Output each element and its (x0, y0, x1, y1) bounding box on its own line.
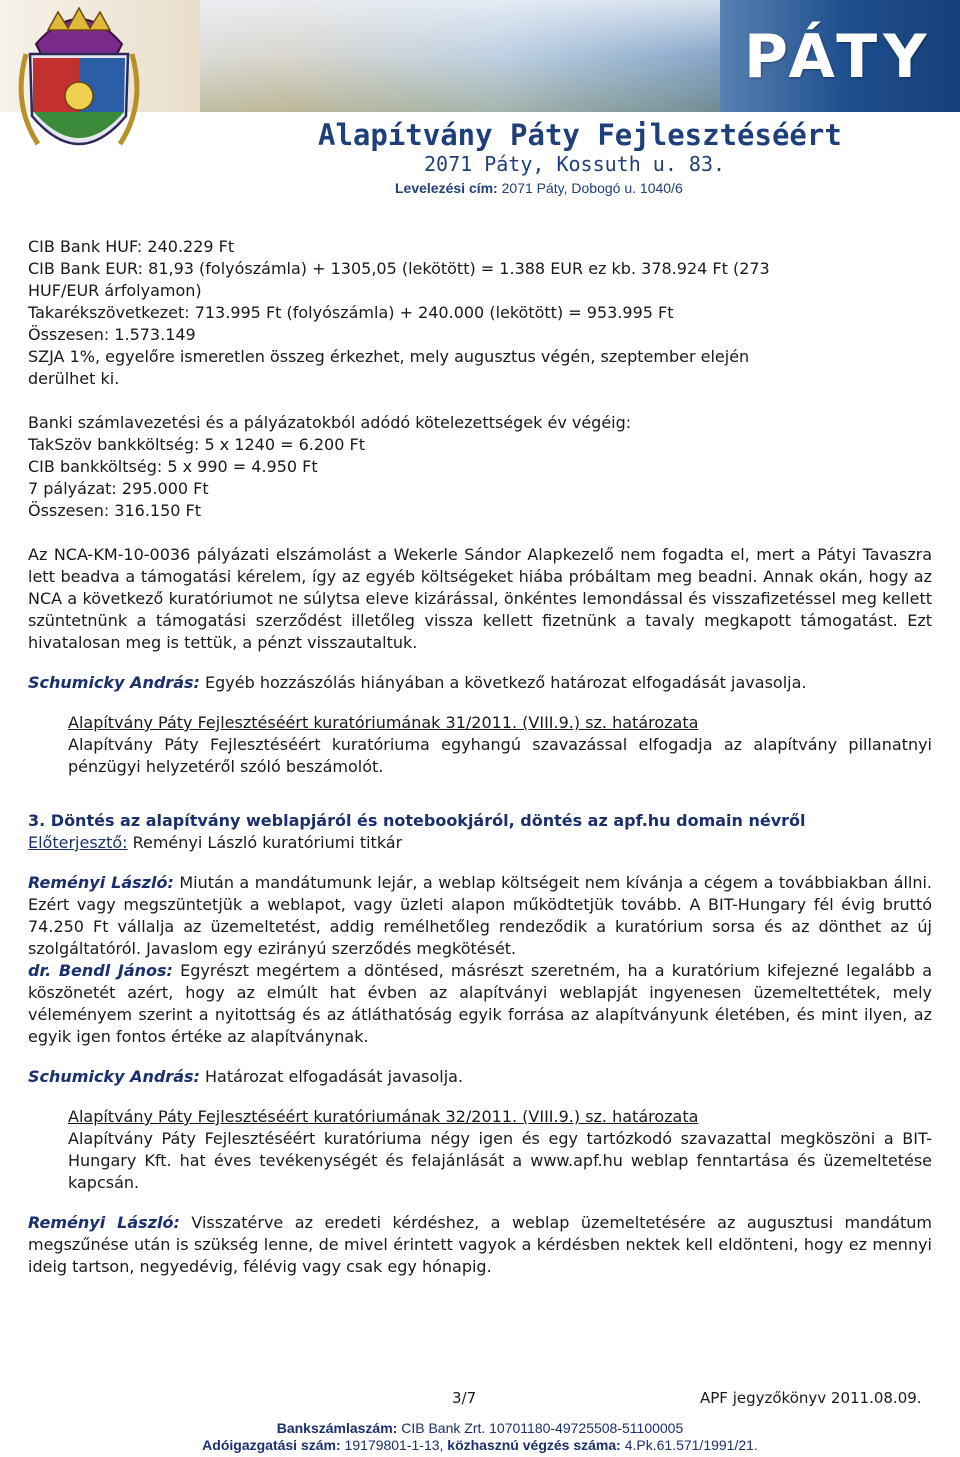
obligations-line: TakSzöv bankköltség: 5 x 1240 = 6.200 Ft (28, 435, 365, 454)
bank-value: CIB Bank Zrt. 10701180-49725508-51100005 (397, 1420, 684, 1436)
remark-remenyi-1 (28, 872, 932, 960)
obligations-list (28, 412, 932, 522)
finance-line: derülhet ki. (28, 369, 120, 388)
resolution-text: Alapítvány Páty Fejlesztéséért kuratóriuma egyhangú szavazással elfogadja az alapítvány pillanatnyi pénzügyi helyzetéről szóló beszámolót. (68, 735, 932, 776)
obligations-line: Banki számlavezetési és a pályázatokból adódó kötelezettségek év végéig: (28, 413, 632, 432)
finance-summary (28, 236, 932, 390)
resolution-31 (68, 712, 932, 778)
public-benefit-value: 4.Pk.61.571/1991/21. (620, 1437, 758, 1453)
organization-title: Alapítvány Páty Fejlesztéséért (318, 118, 842, 152)
document-body (28, 236, 932, 1278)
finance-line: CIB Bank EUR: 81,93 (folyószámla) + 1305,05 (lekötött) = 1.388 EUR ez kb. 378.924 Ft (273 (28, 259, 770, 278)
finance-line: SZJA 1%, egyelőre ismeretlen összeg érkezhet, mely augusztus végén, szeptember elején (28, 347, 750, 366)
resolution-title: Alapítvány Páty Fejlesztéséért kuratóriumának 31/2011. (VIII.9.) sz. határozata (68, 713, 699, 732)
public-benefit-label: közhasznú végzés száma: (447, 1437, 621, 1453)
footer-bank-account (0, 1420, 960, 1436)
remark-schumicky-1 (28, 672, 932, 694)
mailing-address-label: Levelezési cím: (395, 180, 498, 196)
remark-text: Egyrészt megértem a döntésed, másrészt szeretném, ha a kuratórium kifejezné legalább a köszönetét azért, hogy az elmúlt hat évben az alapítványi weblapját ingyenesen üzemeltettétek, mely véleményem szerint a nyitottság és az átláthatóság egyik forrása az alapítványunk életében, és mint ilyen, az egyik igen fontos értéke az alapítványnak. (28, 961, 932, 1046)
page-number: 3/7 (452, 1389, 477, 1407)
resolution-text: Alapítvány Páty Fejlesztéséért kuratóriuma négy igen és egy tartózkodó szavazattal megköszöni a BIT-Hungary Kft. hat éves tevékenységét és felajánlását a www.apf.hu weblap fenntartása és üzemeltetése kapcsán. (68, 1129, 932, 1192)
speaker-name: Reményi László: (28, 1213, 180, 1232)
bank-label: Bankszámlaszám: (276, 1420, 398, 1436)
section-3-heading: 3. Döntés az alapítvány weblapjáról és notebookjáról, döntés az apf.hu domain névről (28, 811, 806, 830)
obligations-line: Összesen: 316.150 Ft (28, 501, 202, 520)
finance-line: Összesen: 1.573.149 (28, 325, 196, 344)
resolution-title: Alapítvány Páty Fejlesztéséért kuratóriumának 32/2011. (VIII.9.) sz. határozata (68, 1107, 699, 1126)
finance-line: CIB Bank HUF: 240.229 Ft (28, 237, 235, 256)
tax-value: 19179801-1-13, (340, 1437, 448, 1453)
organization-address: 2071 Páty, Kossuth u. 83. (424, 152, 726, 176)
tax-label: Adóigazgatási szám: (202, 1437, 341, 1453)
mailing-address (395, 180, 683, 196)
resolution-32 (68, 1106, 932, 1194)
speaker-name: Schumicky András: (28, 1067, 200, 1086)
speaker-name: Schumicky András: (28, 673, 200, 692)
remark-schumicky-2 (28, 1066, 932, 1088)
remark-text: Miután a mandátumunk lejár, a weblap költségeit nem kívánja a cégem a továbbiakban állni. Ezért vagy megszüntetjük a weblapot, vagy üzleti alapon működtetjük tovább. A BIT-Hungary fél évig bruttó 74.250 Ft vállalja az üzemeltetést, addig remélhetőleg rendeződik a kuratórium sorsa és az dönthet az új szolgáltatóról. Javaslom egy ezirányú szerződés megkötését. (28, 873, 933, 958)
remark-bendl (28, 960, 932, 1048)
speaker-name: Reményi László: (28, 873, 174, 892)
presenter-label: Előterjesztő: (28, 833, 128, 852)
presenter-name: Reményi László kuratóriumi titkár (127, 833, 403, 852)
speaker-name: dr. Bendl János: (28, 961, 173, 980)
document-reference: APF jegyzőkönyv 2011.08.09. (700, 1389, 922, 1407)
mailing-address-value: 2071 Páty, Dobogó u. 1040/6 (501, 180, 683, 196)
remark-text: Visszatérve az eredeti kérdéshez, a weblap üzemeltetésére az augusztusi mandátum megszűnése után is szükség lenne, de mivel érintett vagyok a kérdésben nektek kell eldönteni, hogy ez mennyi ideig tartson, negyedévig, félévig vagy csak egy hónapig. (28, 1213, 932, 1276)
remark-text: Egyéb hozzászólás hiányában a következő határozat elfogadását javasolja. (199, 673, 807, 692)
section-3-presenter (28, 832, 932, 854)
coat-of-arms-icon (8, 4, 150, 174)
finance-line: HUF/EUR árfolyamon) (28, 281, 202, 300)
obligations-line: CIB bankköltség: 5 x 990 = 4.950 Ft (28, 457, 318, 476)
footer-registration (0, 1437, 960, 1453)
remark-text: Határozat elfogadását javasolja. (199, 1067, 464, 1086)
obligations-line: 7 pályázat: 295.000 Ft (28, 479, 209, 498)
village-photo (200, 0, 720, 112)
finance-line: Takarékszövetkezet: 713.995 Ft (folyószámla) + 240.000 (lekötött) = 953.995 Ft (28, 303, 674, 322)
remark-remenyi-2 (28, 1212, 932, 1278)
paty-logo-text: PÁTY (744, 22, 933, 92)
nca-paragraph: Az NCA-KM-10-0036 pályázati elszámolást a Wekerle Sándor Alapkezelő nem fogadta el, mert a Pátyi Tavaszra lett beadva a támogatási kérelem, így az egyéb költségeket hiába próbáltam meg beadni. Annak okán, hogy az NCA a következő kuratóriumot ne súlytsa eleve kizárással, önkéntes lemondással és visszafizetéssel meg kellett szüntetnünk a támogatási szerződést illetőleg vissza kellett fizetnünk a tavaly megkapott támogatást. Ezt hivatalosan meg is tettük, a pénzt visszautaltuk. (28, 545, 932, 652)
